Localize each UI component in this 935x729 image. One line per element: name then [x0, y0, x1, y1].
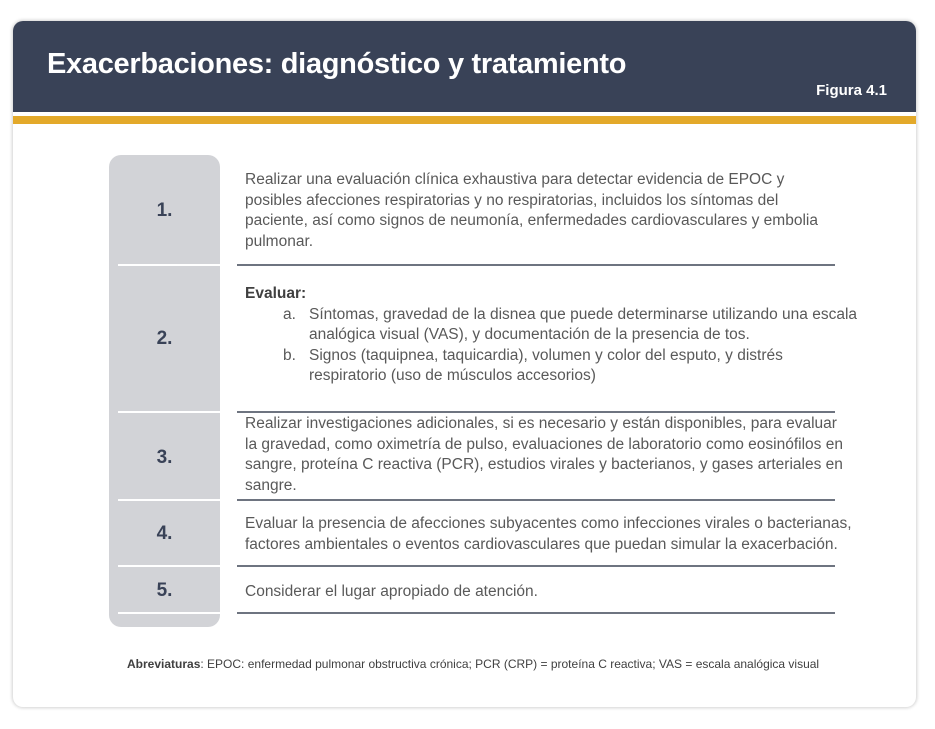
- list-item: [245, 346, 860, 387]
- header-divider-gold: [13, 116, 916, 124]
- evaluate-heading: Evaluar:: [245, 285, 307, 302]
- list-item: [245, 305, 860, 346]
- list-item-text: Signos (taquipnea, taquicardia), volumen y color del esputo, y distrés respiratorio (uso de músculos accesorios): [309, 346, 783, 384]
- step-number-column: [109, 155, 220, 627]
- step-description: Realizar investigaciones adicionales, si es necesario y están disponibles, para evaluar la gravedad, como oximetría de pulso, evaluaciones de laboratorio como eosinófilos en sangre, proteína C reactiva (PCR), estudios virales y bacterianos, y gases arteriales en sangre.: [245, 415, 843, 494]
- step-description: Evaluar la presencia de afecciones subyacentes como infecciones virales o bacterianas, factores ambientales o eventos cardiovasculares que puedan simular la exacerbación.: [245, 515, 852, 553]
- figure-label: Figura 4.1: [816, 82, 887, 99]
- step-separator: [237, 565, 835, 567]
- step-1-text: [245, 170, 835, 252]
- abbreviations-footnote: [127, 657, 819, 671]
- step-description: Considerar el lugar apropiado de atención.: [245, 583, 538, 600]
- number-separator: [118, 264, 220, 266]
- list-marker: a.: [283, 305, 296, 323]
- step-separator: [237, 264, 835, 266]
- list-item-text: Síntomas, gravedad de la disnea que puede determinarse utilizando una escala analógica visual (VAS), y documentación de la presencia de tos.: [309, 305, 858, 343]
- step-5-text: [245, 582, 895, 603]
- step-number: 2.: [156, 328, 173, 349]
- figure-card: [13, 21, 916, 707]
- step-number: 1.: [156, 200, 173, 221]
- footnote-text: : EPOC: enfermedad pulmonar obstructiva crónica; PCR (CRP) = proteína C reactiva; VAS = escala analógica visual: [200, 657, 820, 671]
- step-separator: [237, 499, 835, 501]
- step-3-text: [245, 414, 850, 496]
- footnote-label: Abreviaturas: [127, 657, 201, 671]
- step-number: 5.: [156, 580, 173, 601]
- number-separator: [118, 565, 220, 567]
- step-4-text: [245, 514, 900, 555]
- number-separator: [118, 411, 220, 413]
- step-number: 4.: [156, 523, 173, 544]
- number-separator: [118, 612, 220, 614]
- step-separator: [237, 612, 835, 614]
- step-description: Realizar una evaluación clínica exhaustiva para detectar evidencia de EPOC y posibles afecciones respiratorias y no respiratorias, incluidos los síntomas del paciente, así como signos de neumonía, enfermedades cardiovasculares y embolia pulmonar.: [245, 171, 818, 250]
- step-2-text: [245, 284, 860, 387]
- step-number: 3.: [156, 447, 173, 468]
- step-separator: [237, 411, 835, 413]
- evaluate-list: [245, 305, 860, 387]
- number-separator: [118, 499, 220, 501]
- page-title: Exacerbaciones: diagnóstico y tratamiento: [47, 48, 627, 80]
- list-marker: b.: [283, 346, 296, 364]
- header-bar: [13, 21, 916, 112]
